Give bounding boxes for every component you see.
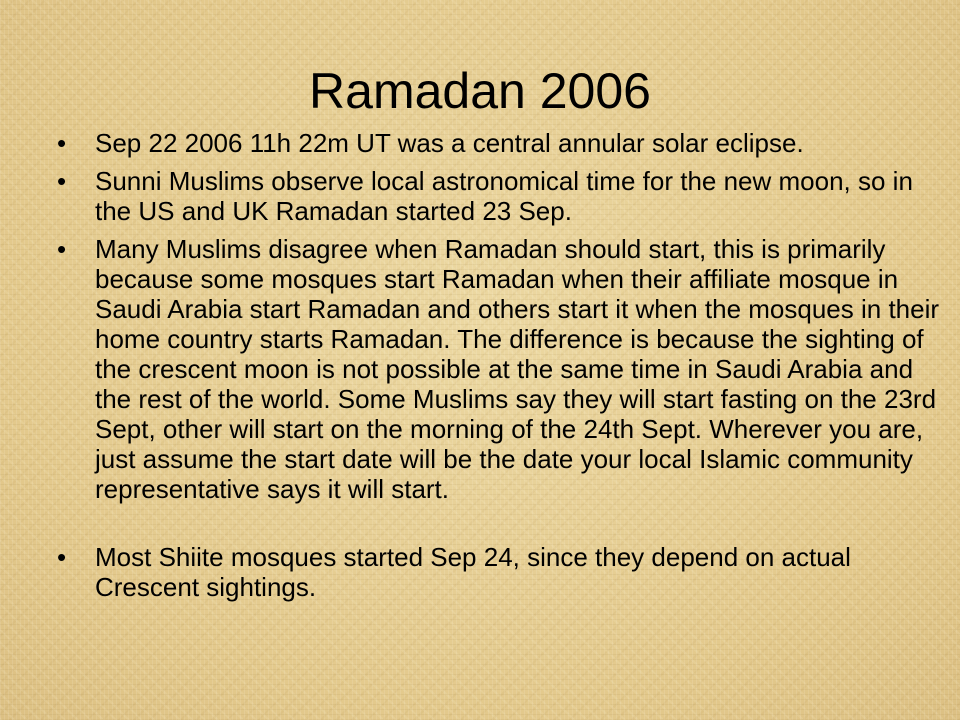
bullet-text: Most Shiite mosques started Sep 24, since they depend on actual Crescent sightings. xyxy=(95,542,851,602)
bullet-glyph: • xyxy=(57,234,67,264)
bullet-item-disagreement xyxy=(55,234,950,504)
bullet-text: Sep 22 2006 11h 22m UT was a central annular solar eclipse. xyxy=(95,128,804,158)
slide-title: Ramadan 2006 xyxy=(309,63,651,119)
bullet-item-shiite xyxy=(55,542,950,602)
bullet-glyph: • xyxy=(57,128,67,158)
bullet-list xyxy=(55,128,950,610)
bullet-glyph: • xyxy=(57,542,67,572)
bullet-glyph: • xyxy=(57,166,67,196)
bullet-item-eclipse xyxy=(55,128,950,158)
bullet-text: Many Muslims disagree when Ramadan should start, this is primarily because some mosques start Ramadan when their affiliate mosque in Saudi Arabia start Ramadan and others start it when the mosques in their home country starts Ramadan. The difference is because the sighting of the crescent moon is not possible at the same time in Saudi Arabia and the rest of the world. Some Muslims say they will start fasting on the 23rd Sept, other will start on the morning of the 24th Sept. Wherever you are, just assume the start date will be the date your local Islamic community representative says it will start. xyxy=(95,234,940,504)
bullet-item-sunni xyxy=(55,166,950,226)
bullet-text: Sunni Muslims observe local astronomical time for the new moon, so in the US and UK Ramadan started 23 Sep. xyxy=(95,166,913,226)
